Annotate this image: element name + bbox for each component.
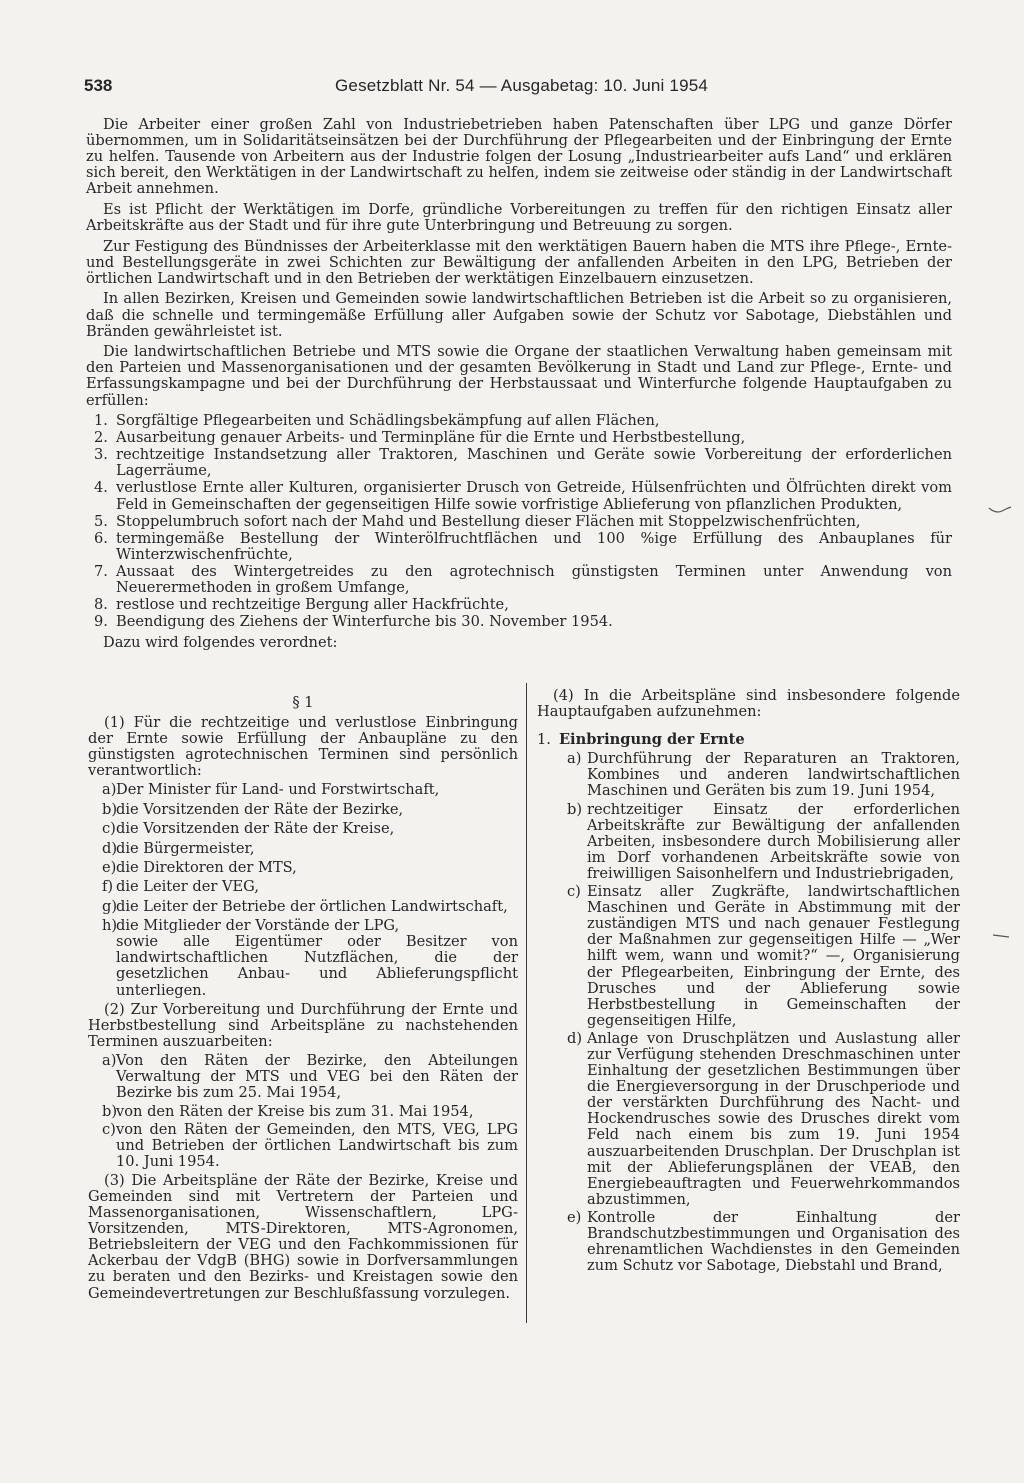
section-sign: § 1 xyxy=(292,694,314,711)
margin-mark xyxy=(988,505,1012,517)
task-text: restlose und rechtzeitige Bergung aller Hackfrüchte, xyxy=(116,596,509,614)
task-item xyxy=(86,514,952,530)
item-label: b) xyxy=(102,1102,118,1120)
decree-intro: Dazu wird folgendes verordnet: xyxy=(103,634,338,652)
intro-section xyxy=(86,117,952,651)
task-text: Beendigung des Ziehens der Winterfurche bis 30. November 1954. xyxy=(116,613,613,631)
item-label: d) xyxy=(102,839,118,857)
task-number: 6. xyxy=(94,529,108,547)
subsection-title: Einbringung der Ernte xyxy=(558,731,745,749)
task-number: 4. xyxy=(94,479,108,497)
item-text: die Vorsitzenden der Räte der Kreise, xyxy=(116,820,395,838)
task-number: 1. xyxy=(94,412,108,430)
task-number: 7. xyxy=(94,562,108,580)
intro-paragraph-1: Die Arbeiter einer großen Zahl von Industriebetrieben haben Patenschaften über LPG und ganze Dörfer übernommen, um in Solidaritätseinsätzen bei der Durchführung der Pflegearbeiten und der Einbringung der Ernte zu helfen. Tausende von Arbeitern aus der Industrie folgen der Losung „Industriearbeiter aufs Land“ und erklären sich bereit, den Werktätigen in der Landwirtschaft zu helfen, indem sie zeitweise oder ständig in der Landwirtschaft Arbeit annehmen. xyxy=(86,116,952,198)
item-label: c) xyxy=(567,883,581,901)
item-label: g) xyxy=(102,897,118,915)
task-item xyxy=(86,430,952,446)
harvest-task-list xyxy=(537,751,960,1274)
task-item xyxy=(86,447,952,479)
item-text: die Leiter der Betriebe der örtlichen Landwirtschaft, xyxy=(116,897,508,915)
task-text: termingemäße Bestellung der Winterölfruchtflächen und 100 %ige Erfüllung des Anbauplanes für Winterzwischenfrüchte, xyxy=(116,529,952,563)
owners-text: sowie alle Eigentümer oder Besitzer von landwirtschaftlichen Nutzflächen, die der gesetzlichen Anbau- und Ablieferungspflicht unterliegen. xyxy=(116,933,518,999)
item-text: Einsatz aller Zugkräfte, landwirtschaftlichen Maschinen und Geräte in Abstimmung mit der zuständigen MTS und nach genauer Festlegung der Maßnahmen zur gegenseitigen Hilfe — „Wer hilft wem, wann und womit?“ —, Organisierung der Pflegearbeiten, Einbringung der Ernte, des Drusches und der Ablieferung sowie Herbstbestellung in Gemeinschaften der gegenseitigen Hilfe, xyxy=(587,883,960,1029)
item-text: die Direktoren der MTS, xyxy=(116,859,297,877)
list-item xyxy=(88,899,518,915)
task-text: Ausarbeitung genauer Arbeits- und Terminpläne für die Ernte und Herbstbestellung, xyxy=(116,429,746,447)
task-number: 9. xyxy=(94,613,108,631)
list-item xyxy=(88,821,518,837)
item-text: die Mitglieder der Vorstände der LPG, xyxy=(116,917,400,935)
task-text: verlustlose Ernte aller Kulturen, organisierter Drusch von Getreide, Hülsenfrüchten und Ölfrüchten direkt vom Feld in Gemeinschaften der gegenseitigen Hilfe sowie vorfristige Ablieferung von pflanzlichen Produkten, xyxy=(116,479,952,513)
task-item xyxy=(86,614,952,630)
task-text: Aussaat des Wintergetreides zu den agrotechnisch günstigsten Terminen unter Anwendung von Neuerermethoden in großem Umfange, xyxy=(116,562,952,597)
list-item xyxy=(88,1104,518,1120)
page-header xyxy=(84,76,954,102)
paragraph-1: (1) Für die rechtzeitige und verlustlose Einbringung der Ernte sowie Erfüllung der Anbaupläne zu den günstigsten agrotechnischen Terminen sind persönlich verantwortlich: xyxy=(88,714,518,780)
item-text: Der Minister für Land- und Forstwirtschaft, xyxy=(116,781,440,799)
list-item xyxy=(88,1122,518,1170)
item-text: die Leiter der VEG, xyxy=(116,878,259,896)
item-label: a) xyxy=(567,750,582,768)
item-text: rechtzeitiger Einsatz der erforderlichen Arbeitskräfte zur Bewältigung der anfallenden Arbeiten, insbesondere durch Mobilisierung aller im Dorf vorhandenen Arbeitskräfte sowie von freiwilligen Saisonhelfern und Industriebrigaden, xyxy=(587,800,960,882)
task-number: 2. xyxy=(94,429,108,447)
item-label: f) xyxy=(102,878,114,896)
item-label: d) xyxy=(567,1029,583,1047)
task-item xyxy=(86,597,952,613)
paragraph-3: (3) Die Arbeitspläne der Räte der Bezirke, Kreise und Gemeinden sind mit Vertretern der Parteien und Massenorganisationen, Wissenschaftlern, LPG-Vorsitzenden, MTS-Direktoren, MTS-Agronomen, Betriebsleitern der VEG und den Fachkommissionen für Ackerbau der VdgB (BHG) sowie in Dorfversammlungen zu beraten und den Bezirks- und Kreistagen sowie den Gemeindevertretungen zur Beschlußfassung vorzulegen. xyxy=(88,1171,518,1302)
task-number: 5. xyxy=(94,512,108,530)
right-column xyxy=(537,688,960,1277)
list-item xyxy=(537,1031,960,1208)
list-item xyxy=(537,802,960,882)
task-number: 3. xyxy=(94,446,108,464)
list-item xyxy=(88,802,518,818)
task-item xyxy=(86,480,952,512)
list-item xyxy=(88,860,518,876)
header-title: Gesetzblatt Nr. 54 — Ausgabetag: 10. Juni 1954 xyxy=(335,76,709,95)
item-label: a) xyxy=(102,781,117,799)
task-item xyxy=(86,564,952,596)
subsection-number: 1. xyxy=(537,731,551,749)
item-text: Von den Räten der Bezirke, den Abteilungen Verwaltung der MTS und VEG bei den Räten der Bezirke bis zum 25. Mai 1954, xyxy=(116,1052,518,1102)
intro-paragraph-2: Es ist Pflicht der Werktätigen im Dorfe, gründliche Vorbereitungen zu treffen für den richtigen Einsatz aller Arbeitskräfte aus der Stadt und für ihre gute Unterbringung und Betreuung zu sorgen. xyxy=(86,200,952,235)
intro-paragraph-4: In allen Bezirken, Kreisen und Gemeinden sowie landwirtschaftlichen Betrieben ist die Arbeit so zu organisieren, daß die schnelle und termingemäße Erfüllung aller Aufgaben sowie der Schutz vor Sabotage, Diebstählen und Bränden gewährleistet ist. xyxy=(86,290,952,340)
item-text: die Bürgermeister, xyxy=(116,839,255,857)
item-text: von den Räten der Kreise bis zum 31. Mai 1954, xyxy=(116,1102,474,1120)
item-label: b) xyxy=(567,800,583,818)
item-label: a) xyxy=(102,1052,117,1070)
left-column xyxy=(88,695,518,1305)
item-text: Kontrolle der Einhaltung der Brandschutzbestimmungen und Organisation des ehrenamtlichen Wachdienstes in den Gemeinden zum Schutz vor Sabotage, Diebstahl und Brand, xyxy=(587,1208,960,1275)
list-item xyxy=(537,1210,960,1274)
item-label: h) xyxy=(102,917,118,935)
list-item xyxy=(88,841,518,857)
list-item xyxy=(537,884,960,1029)
item-label: e) xyxy=(567,1208,582,1226)
list-item xyxy=(88,879,518,895)
item-label: b) xyxy=(102,800,118,818)
task-text: Stoppelumbruch sofort nach der Mahd und Bestellung dieser Flächen mit Stoppelzwischenfrüchten, xyxy=(116,512,861,530)
responsible-list xyxy=(88,782,518,998)
item-label: e) xyxy=(102,859,117,877)
column-divider xyxy=(526,683,527,1323)
item-label: c) xyxy=(102,820,116,838)
task-item xyxy=(86,413,952,429)
list-item xyxy=(88,918,518,998)
paragraph-4: (4) In die Arbeitspläne sind insbesondere folgende Hauptaufgaben aufzunehmen: xyxy=(537,687,960,721)
deadline-list xyxy=(88,1053,518,1170)
item-label: c) xyxy=(102,1120,116,1138)
intro-paragraph-5: Die landwirtschaftlichen Betriebe und MTS sowie die Organe der staatlichen Verwaltung haben gemeinsam mit den Parteien und Massenorganisationen und der gesamten Bevölkerung in Stadt und Land zur Pflege-, Ernte- und Erfassungskampagne und bei der Durchführung der Herbstaussaat und Winterfurche folgende Hauptaufgaben zu erfüllen: xyxy=(86,343,952,409)
task-number: 8. xyxy=(94,596,108,614)
subsection-heading xyxy=(537,732,960,748)
item-text: die Vorsitzenden der Räte der Bezirke, xyxy=(116,800,404,818)
item-text: Anlage von Druschplätzen und Auslastung aller zur Verfügung stehenden Dreschmaschinen unter Einhaltung der gesetzlichen Bestimmungen über die Energieversorgung in der Druschperiode und der verstärkten Durchführung des Nacht- und Hockendrusches sowie des Drusches direkt vom Feld nach einem bis zum 19. Juni 1954 auszuarbeitenden Druschplan. Der Druschplan ist mit der Ablieferungsplänen der VEAB, den Energiebeauftragten und Feuerwehrkommandos abzustimmen, xyxy=(587,1029,960,1208)
page-number: 538 xyxy=(84,76,113,95)
paragraph-2: (2) Zur Vorbereitung und Durchführung der Ernte und Herbstbestellung sind Arbeitspläne zu nachstehenden Terminen auszuarbeiten: xyxy=(88,1000,518,1051)
task-text: Sorgfältige Pflegearbeiten und Schädlingsbekämpfung auf allen Flächen, xyxy=(116,412,660,430)
list-item xyxy=(88,1053,518,1101)
list-item xyxy=(88,782,518,798)
intro-paragraph-3: Zur Festigung des Bündnisses der Arbeiterklasse mit den werktätigen Bauern haben die MTS ihre Pflege-, Ernte- und Bestellungsgeräte in zwei Schichten zur Bewältigung der anfallenden Arbeiten in den LPG, Betrieben der örtlichen Landwirtschaft und in den Betrieben der werktätigen Einzelbauern einzusetzen. xyxy=(86,237,952,287)
item-text: von den Räten der Gemeinden, den MTS, VEG, LPG und Betrieben der örtlichen Landwirtschaft bis zum 10. Juni 1954. xyxy=(116,1120,518,1170)
task-list xyxy=(86,413,952,630)
margin-mark xyxy=(992,933,1010,939)
item-text: Durchführung der Reparaturen an Traktoren, Kombines und anderen landwirtschaftlichen Maschinen und Geräten bis zum 19. Juni 1954, xyxy=(587,750,960,800)
task-text: rechtzeitige Instandsetzung aller Traktoren, Maschinen und Geräte sowie Vorbereitung der erforderlichen Lagerräume, xyxy=(116,446,952,480)
task-item xyxy=(86,531,952,563)
list-item xyxy=(537,751,960,799)
